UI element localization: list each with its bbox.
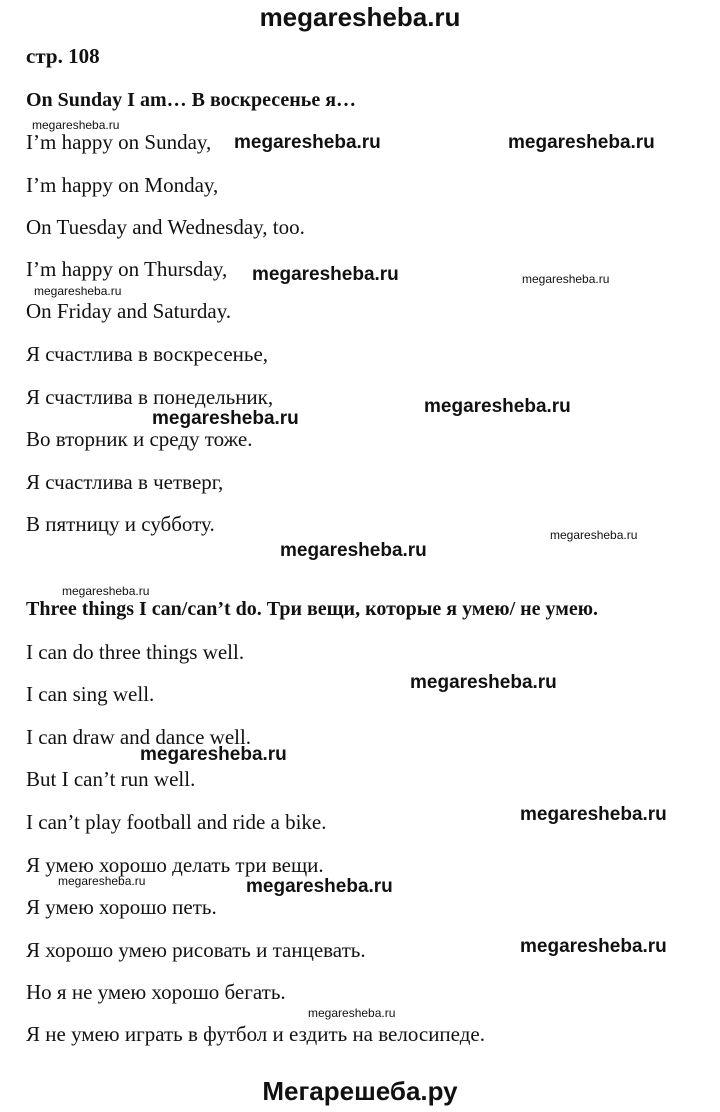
text-line: Я умею хорошо петь. [26,895,217,919]
poem-line: Во вторник и среду тоже. [26,427,253,451]
text-line: I can draw and dance well. [26,725,252,749]
poem-line: Я счастлива в понедельник, [26,385,274,409]
text-line: I can’t play football and ride a bike. [26,810,327,834]
poem-line: On Friday and Saturday. [26,299,232,323]
watermark: megaresheba.ru [234,132,381,153]
text-line: Но я не умею хорошо бегать. [26,980,286,1004]
watermark: megaresheba.ru [522,272,610,286]
poem-line: I’m happy on Thursday, [26,257,228,281]
watermark: megaresheba.ru [280,540,427,561]
section1-heading: On Sunday I am… В воскресенье я… [26,89,357,111]
poem-line: Я счастлива в четверг, [26,470,224,494]
watermark: megaresheba.ru [424,396,571,417]
watermark: megaresheba.ru [140,744,287,765]
watermark: megaresheba.ru [520,804,667,825]
text-line: Я хорошо умею рисовать и танцевать. [26,938,366,962]
text-line: I can do three things well. [26,640,245,664]
watermark: megaresheba.ru [32,118,120,132]
site-footer: Мегарешеба.ру [262,1076,458,1106]
watermark: megaresheba.ru [520,936,667,957]
watermark: megaresheba.ru [550,528,638,542]
poem-line: I’m happy on Monday, [26,173,219,197]
watermark: megaresheba.ru [62,584,150,598]
watermark: megaresheba.ru [152,408,299,429]
text-line: But I can’t run well. [26,767,196,791]
watermark: megaresheba.ru [508,132,655,153]
watermark: megaresheba.ru [34,284,122,298]
text-line: I can sing well. [26,682,155,706]
section2-heading: Three things I can/can’t do. Три вещи, которые я умею/ не умею. [26,598,599,620]
text-line: Я умею хорошо делать три вещи. [26,853,324,877]
poem-line: On Tuesday and Wednesday, too. [26,215,305,239]
watermark: megaresheba.ru [58,874,146,888]
watermark: megaresheba.ru [410,672,557,693]
poem-line: Я счастлива в воскресенье, [26,342,269,366]
watermark: megaresheba.ru [308,1006,396,1020]
watermark: megaresheba.ru [246,876,393,897]
poem-line: В пятницу и субботу. [26,512,215,536]
site-header: megaresheba.ru [259,2,461,32]
watermark: megaresheba.ru [252,264,399,285]
page-number: стр. 108 [26,44,100,68]
poem-line: I’m happy on Sunday, [26,130,212,154]
text-line: Я не умею играть в футбол и ездить на велосипеде. [26,1022,485,1046]
